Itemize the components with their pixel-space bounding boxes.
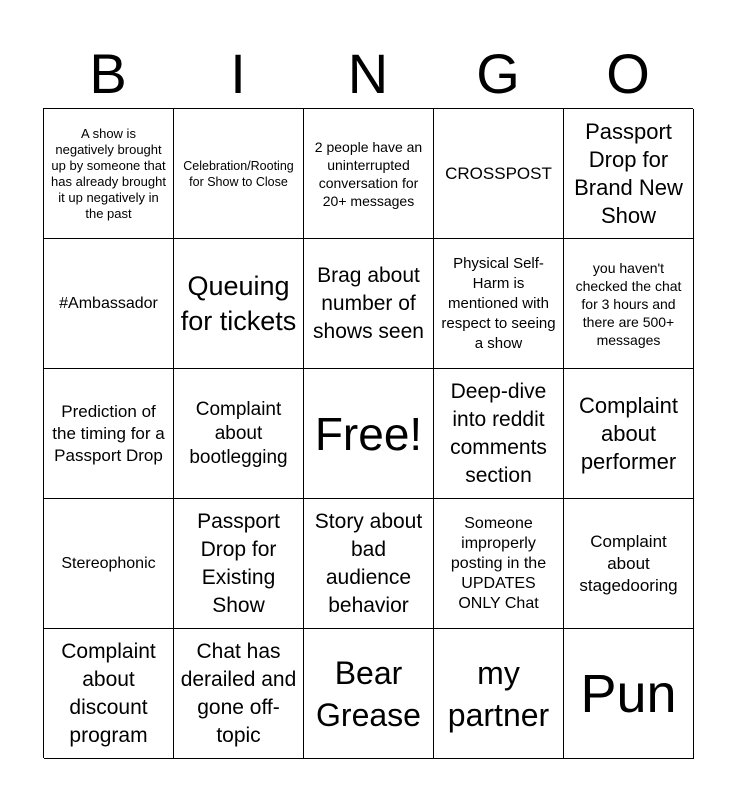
cell-text: Free! xyxy=(314,407,423,460)
cell-text: Physical Self-Harm is mentioned with respect to seeing a show xyxy=(441,254,556,352)
bingo-cell-5-2[interactable] xyxy=(174,629,304,759)
bingo-cell-1-2[interactable] xyxy=(174,109,304,239)
header-letter-b: B xyxy=(89,42,127,105)
bingo-cell-4-2[interactable] xyxy=(174,499,304,629)
bingo-cell-3-1[interactable] xyxy=(44,369,174,499)
bingo-cell-2-4[interactable] xyxy=(434,239,564,369)
cell-text: Someone improperly posting in the UPDATES ONLY Chat xyxy=(450,514,547,612)
cell-text: Passport Drop for Brand New Show xyxy=(574,118,683,228)
bingo-cell-4-5[interactable] xyxy=(564,499,694,629)
bingo-cell-1-4[interactable] xyxy=(434,109,564,239)
cell-text: Brag about number of shows seen xyxy=(313,263,424,343)
bingo-cell-4-4[interactable] xyxy=(434,499,564,629)
cell-text: A show is negatively brought up by someone that has already brought it up negatively in the past xyxy=(51,125,166,221)
bingo-cell-4-1[interactable] xyxy=(44,499,174,629)
header-letter-n: N xyxy=(347,42,389,105)
cell-text: Complaint about bootlegging xyxy=(189,398,288,468)
cell-text: Queuing for tickets xyxy=(180,270,297,336)
bingo-free-space[interactable] xyxy=(304,369,434,499)
bingo-cell-2-3[interactable] xyxy=(304,239,434,369)
header-letter-i: I xyxy=(230,42,246,105)
bingo-cell-1-5[interactable] xyxy=(564,109,694,239)
bingo-cell-5-4[interactable] xyxy=(434,629,564,759)
bingo-cell-5-5[interactable] xyxy=(564,629,694,759)
cell-text: 2 people have an uninterrupted conversation for 20+ messages xyxy=(314,138,423,209)
cell-text: Pun xyxy=(580,663,677,724)
bingo-cell-3-2[interactable] xyxy=(174,369,304,499)
cell-text: Complaint about stagedooring xyxy=(579,531,678,595)
cell-text: Bear Grease xyxy=(316,654,421,733)
cell-text: Stereophonic xyxy=(61,554,156,572)
bingo-grid xyxy=(43,108,693,758)
cell-text: Chat has derailed and gone off-topic xyxy=(180,639,297,747)
cell-text: Celebration/Rooting for Show to Close xyxy=(183,158,294,189)
cell-text: Deep-dive into reddit comments section xyxy=(450,379,547,487)
bingo-cell-2-2[interactable] xyxy=(174,239,304,369)
header-letter-o: O xyxy=(606,42,650,105)
bingo-cell-2-5[interactable] xyxy=(564,239,694,369)
bingo-header xyxy=(43,40,693,108)
bingo-cell-1-3[interactable] xyxy=(304,109,434,239)
bingo-cell-5-1[interactable] xyxy=(44,629,174,759)
cell-text: Prediction of the timing for a Passport Drop xyxy=(52,401,165,465)
bingo-cell-3-4[interactable] xyxy=(434,369,564,499)
cell-text: you haven't checked the chat for 3 hours and there are 500+ messages xyxy=(575,259,682,348)
bingo-cell-3-5[interactable] xyxy=(564,369,694,499)
header-letter-g: G xyxy=(476,42,520,105)
cell-text: my partner xyxy=(447,654,550,733)
bingo-cell-2-1[interactable] xyxy=(44,239,174,369)
cell-text: Story about bad audience behavior xyxy=(314,509,423,617)
cell-text: Complaint about performer xyxy=(578,392,679,474)
cell-text: Passport Drop for Existing Show xyxy=(197,509,280,617)
bingo-cell-1-1[interactable] xyxy=(44,109,174,239)
cell-text: Complaint about discount program xyxy=(61,639,156,747)
cell-text: CROSSPOST xyxy=(445,163,552,183)
cell-text: #Ambassador xyxy=(59,294,158,312)
bingo-cell-5-3[interactable] xyxy=(304,629,434,759)
bingo-cell-4-3[interactable] xyxy=(304,499,434,629)
